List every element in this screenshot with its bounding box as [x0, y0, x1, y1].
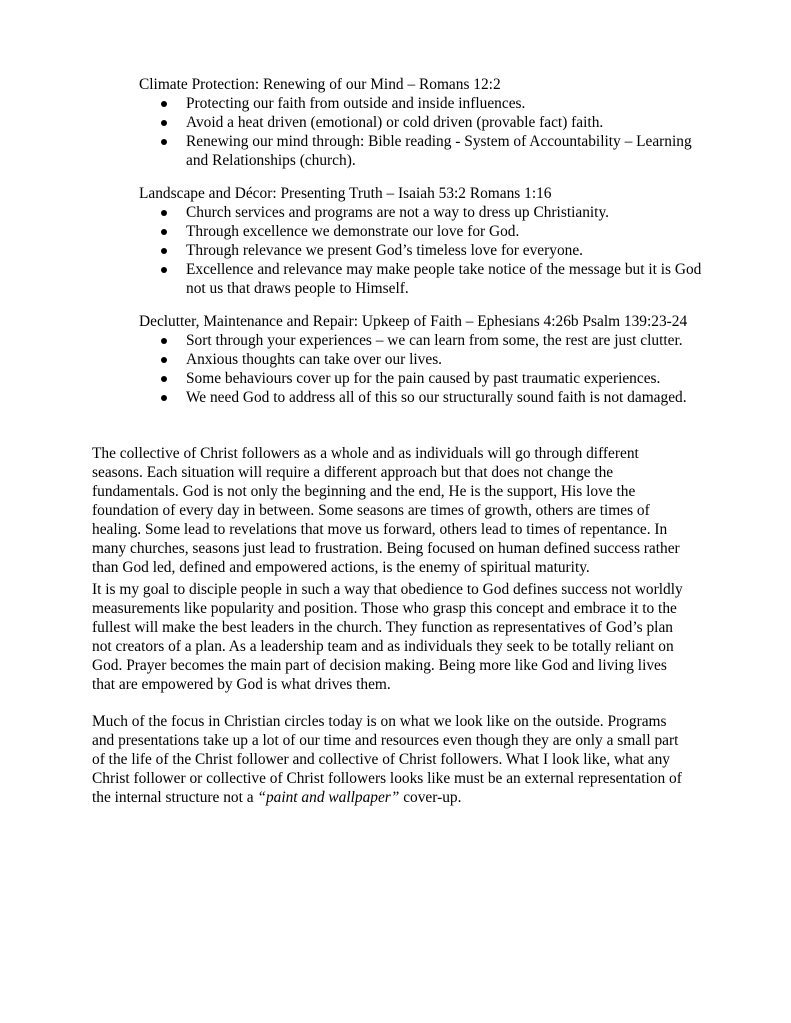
bullet-icon: [161, 248, 167, 254]
paragraph-line: fundamentals. God is not only the beginning and the end, He is the support, His love the: [92, 483, 636, 500]
bullet-icon: [161, 357, 167, 363]
line-text: the internal structure not a: [92, 789, 258, 806]
bullet-list: [139, 94, 709, 170]
bullet-item: [139, 260, 709, 298]
paragraph-line: that are empowered by God is what drives them.: [92, 676, 391, 693]
bullet-list: [139, 331, 709, 407]
bullet-item: [139, 388, 709, 407]
bullet-icon: [161, 267, 167, 273]
section-heading: Landscape and Décor: Presenting Truth – Isaiah 53:2 Romans 1:16: [139, 185, 552, 202]
paragraph-line: Christ follower or collective of Christ followers looks like must be an external representation of: [92, 770, 682, 787]
bullet-icon: [161, 338, 167, 344]
section-climate-protection: [139, 75, 709, 170]
bullet-list: [139, 203, 709, 298]
paragraph-line: and presentations take up a lot of our time and resources even though they are only a small part: [92, 732, 679, 749]
bullet-text: Church services and programs are not a way to dress up Christianity.: [186, 204, 609, 221]
bullet-item: [139, 241, 709, 260]
bullet-text: Anxious thoughts can take over our lives.: [186, 351, 443, 368]
bullet-item: [139, 369, 709, 388]
bullet-item: [139, 113, 709, 132]
bullet-text: Excellence and relevance may make people take notice of the message but it is God not us that draws people to Himself.: [186, 261, 702, 297]
bullet-icon: [161, 229, 167, 235]
bullet-icon: [161, 139, 167, 145]
bullet-text: We need God to address all of this so our structurally sound faith is not damaged.: [186, 389, 687, 406]
paragraph-line: The collective of Christ followers as a whole and as individuals will go through different: [92, 445, 639, 462]
bullet-text: Avoid a heat driven (emotional) or cold driven (provable fact) faith.: [186, 114, 604, 131]
bullet-text: Renewing our mind through: Bible reading - System of Accountability – Learning and Relationships (church).: [186, 133, 692, 169]
paragraph-line: fullest will make the best leaders in the church. They function as representatives of God’s plan: [92, 619, 673, 636]
bullet-icon: [161, 376, 167, 382]
bullet-item: [139, 350, 709, 369]
bullet-text: Sort through your experiences – we can learn from some, the rest are just clutter.: [186, 332, 683, 349]
bullet-text: Protecting our faith from outside and inside influences.: [186, 95, 526, 112]
bullet-text: Some behaviours cover up for the pain caused by past traumatic experiences.: [186, 370, 661, 387]
paragraph-line: measurements like popularity and position. Those who grasp this concept and embrace it to the: [92, 600, 677, 617]
bullet-text: Through relevance we present God’s timeless love for everyone.: [186, 242, 584, 259]
paragraph-line: than God led, defined and empowered actions, is the enemy of spiritual maturity.: [92, 559, 590, 576]
bullet-icon: [161, 210, 167, 216]
paragraph-line-last: [92, 788, 704, 807]
bullet-icon: [161, 395, 167, 401]
paragraph-line: many churches, seasons just lead to frustration. Being focused on human defined success rather: [92, 540, 680, 557]
section-heading: Climate Protection: Renewing of our Mind – Romans 12:2: [139, 76, 501, 93]
body-paragraph-outside-focus: [92, 712, 704, 807]
bullet-item: [139, 222, 709, 241]
body-paragraph-discipleship: [92, 580, 704, 694]
bullet-text: Through excellence we demonstrate our love for God.: [186, 223, 520, 240]
paragraph-line: healing. Some lead to revelations that move us forward, others lead to times of repentance. In: [92, 521, 668, 538]
paragraph-line: Much of the focus in Christian circles today is on what we look like on the outside. Programs: [92, 713, 667, 730]
bullet-icon: [161, 120, 167, 126]
section-heading: Declutter, Maintenance and Repair: Upkeep of Faith – Ephesians 4:26b Psalm 139:23-24: [139, 313, 688, 330]
bullet-icon: [161, 101, 167, 107]
bullet-item: [139, 331, 709, 350]
paragraph-line: not creators of a plan. As a leadership team and as individuals they seek to be totally reliant on: [92, 638, 674, 655]
paragraph-line: foundation of every day in between. Some seasons are times of growth, others are times of: [92, 502, 650, 519]
section-landscape-decor: [139, 184, 709, 298]
bullet-item: [139, 132, 709, 170]
bullet-item: [139, 203, 709, 222]
bullet-item: [139, 94, 709, 113]
paragraph-line: God. Prayer becomes the main part of decision making. Being more like God and living lives: [92, 657, 667, 674]
paragraph-line: of the life of the Christ follower and collective of Christ followers. What I look like, what any: [92, 751, 670, 768]
paragraph-line: It is my goal to disciple people in such a way that obedience to God defines success not worldly: [92, 581, 683, 598]
paragraph-line: seasons. Each situation will require a different approach but that does not change the: [92, 464, 614, 481]
body-paragraph-seasons: [92, 444, 704, 577]
italic-quote: “paint and wallpaper”: [257, 789, 400, 806]
line-text: cover-up.: [399, 789, 462, 806]
section-declutter-maintenance: [139, 312, 709, 407]
